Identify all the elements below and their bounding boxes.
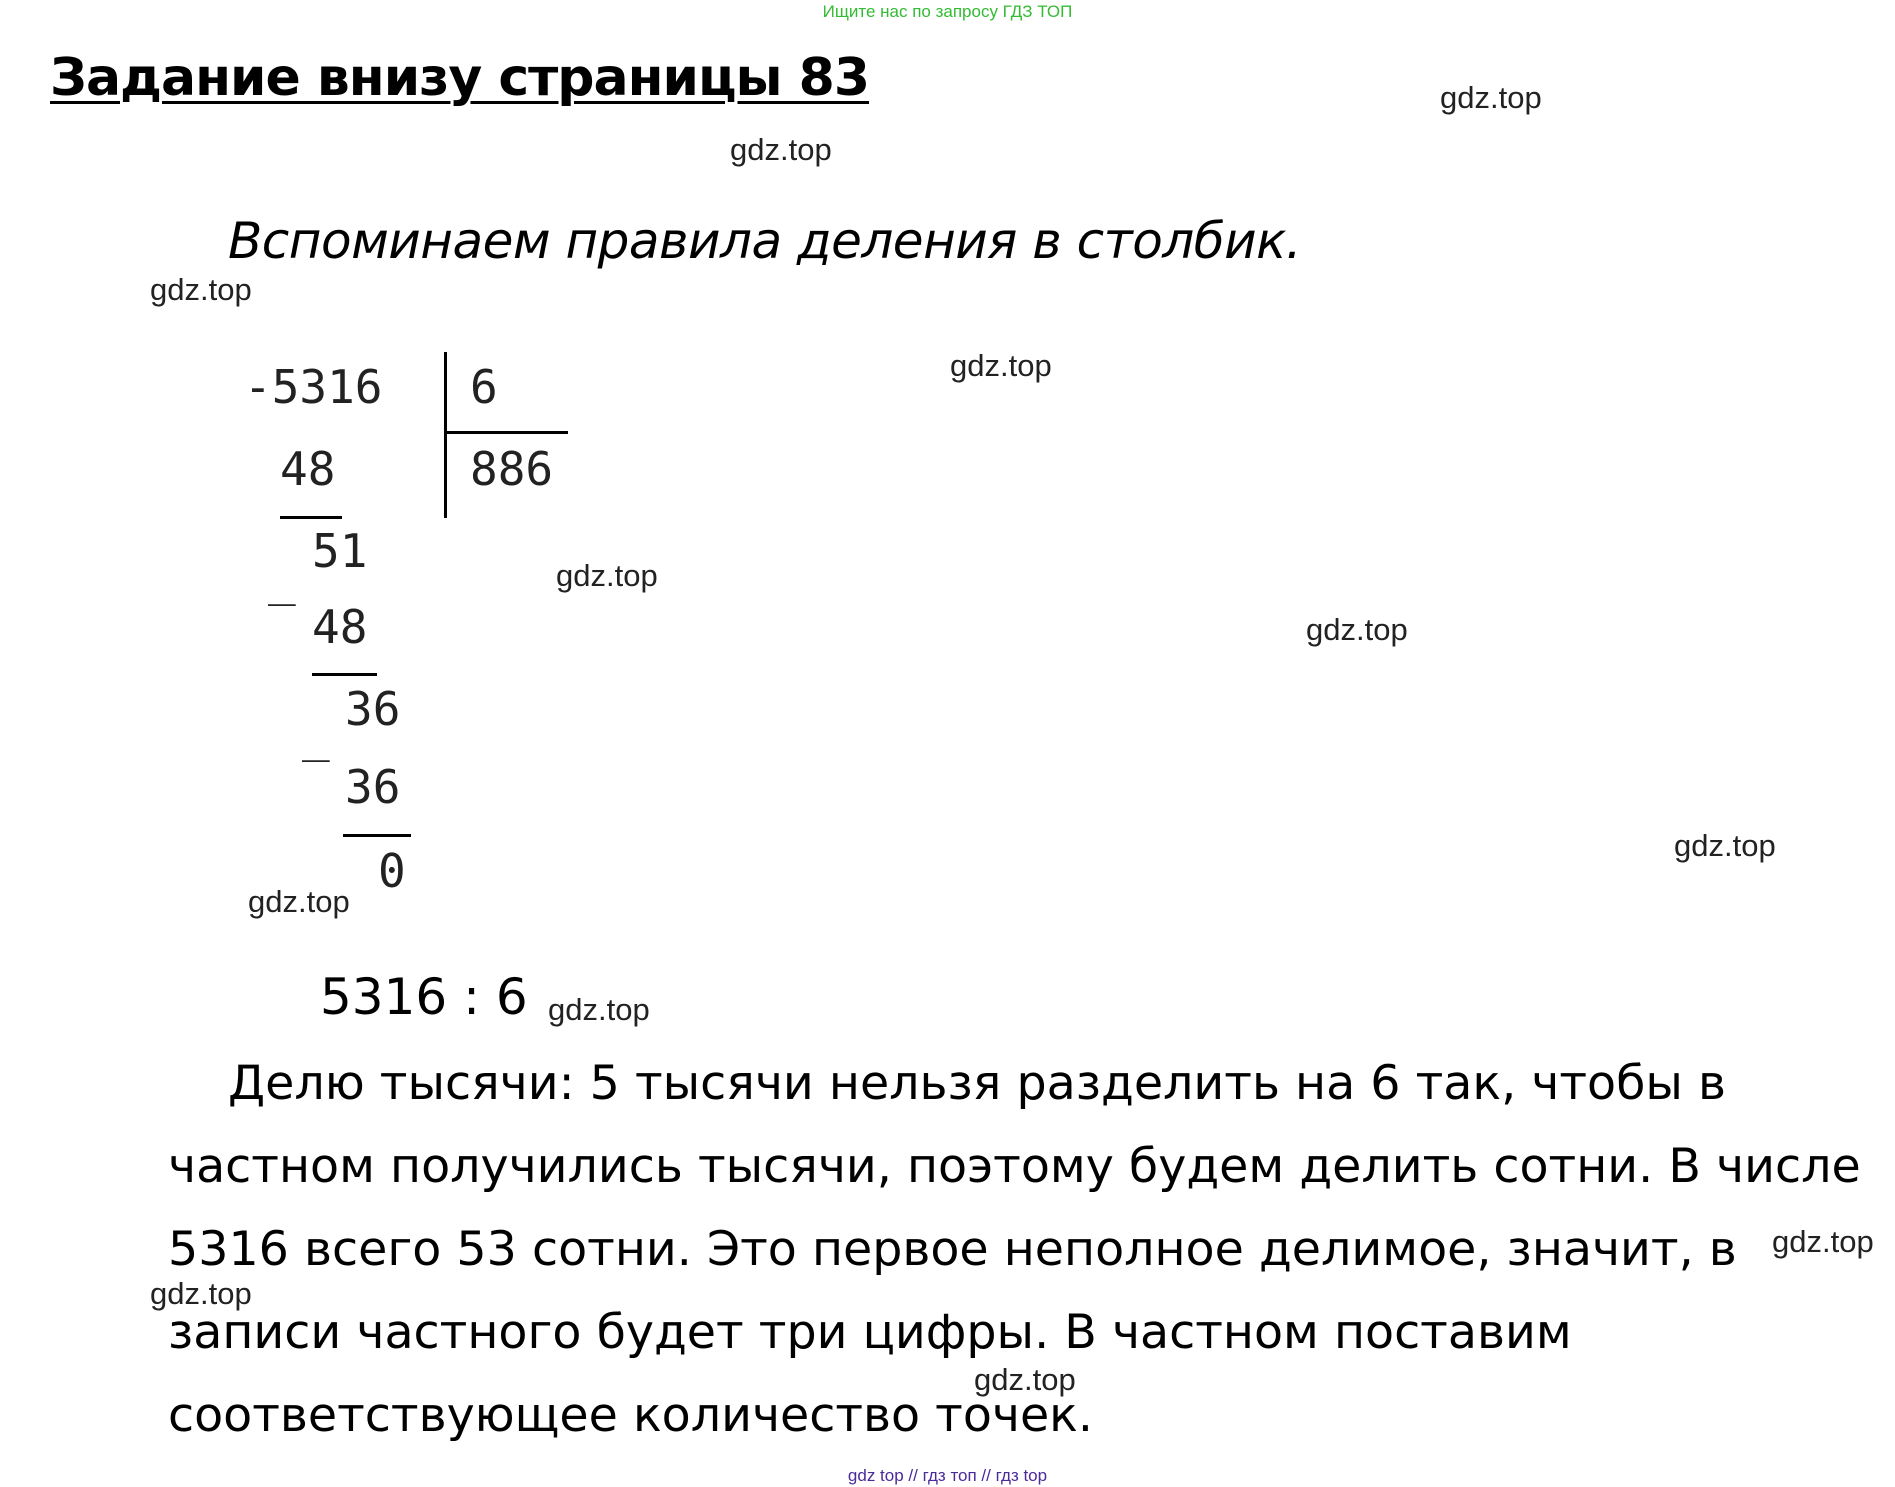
minus-sign: _ bbox=[302, 708, 330, 762]
watermark: gdz.top bbox=[950, 348, 1052, 383]
step-subtrahend: 36 bbox=[345, 760, 401, 814]
division-vertical-line bbox=[444, 352, 447, 518]
watermark: gdz.top bbox=[1440, 80, 1542, 115]
step-remainder: 51 bbox=[312, 524, 368, 578]
final-remainder: 0 bbox=[378, 844, 406, 898]
dividend: -5316 bbox=[244, 360, 383, 414]
divisor: 6 bbox=[470, 360, 498, 414]
explanation-paragraph bbox=[168, 1042, 1888, 1457]
watermark: gdz.top bbox=[548, 992, 650, 1027]
subtitle: Вспоминаем правила деления в столбик. bbox=[228, 212, 1302, 270]
watermark: gdz.top bbox=[1306, 612, 1408, 647]
top-banner: Ищите нас по запросу ГДЗ ТОП bbox=[822, 2, 1073, 21]
quotient: 886 bbox=[470, 442, 554, 496]
step-underline bbox=[280, 516, 342, 519]
step-subtrahend: 48 bbox=[280, 442, 336, 496]
paragraph-line: 5316 всего 53 сотни. Это первое неполное делимое, значит, в bbox=[168, 1222, 1737, 1277]
step-underline bbox=[312, 673, 377, 676]
paragraph-line: Делю тысячи: 5 тысячи нельзя разделить на 6 так, чтобы в bbox=[228, 1056, 1726, 1111]
paragraph-line: частном получились тысячи, поэтому будем делить сотни. В числе bbox=[168, 1139, 1861, 1194]
watermark: gdz.top bbox=[730, 132, 832, 167]
page-title: Задание внизу страницы 83 bbox=[50, 48, 870, 108]
paragraph-line: соответствующее количество точек. bbox=[168, 1388, 1093, 1443]
watermark: gdz.top bbox=[1674, 828, 1776, 863]
footer-links: gdz top // гдз топ // гдз top bbox=[847, 1466, 1048, 1485]
minus-sign: _ bbox=[268, 552, 296, 606]
divisor-underline bbox=[444, 431, 568, 434]
watermark: gdz.top bbox=[150, 272, 252, 307]
watermark: gdz.top bbox=[556, 558, 658, 593]
step-remainder: 36 bbox=[345, 682, 401, 736]
step-underline bbox=[343, 834, 411, 837]
watermark: gdz.top bbox=[150, 1276, 252, 1311]
watermark: gdz.top bbox=[1772, 1224, 1874, 1259]
step-subtrahend: 48 bbox=[312, 600, 368, 654]
equation: 5316 : 6 bbox=[320, 968, 528, 1026]
paragraph-line: записи частного будет три цифры. В частном поставим bbox=[168, 1305, 1572, 1360]
watermark: gdz.top bbox=[974, 1362, 1076, 1397]
watermark: gdz.top bbox=[248, 884, 350, 919]
